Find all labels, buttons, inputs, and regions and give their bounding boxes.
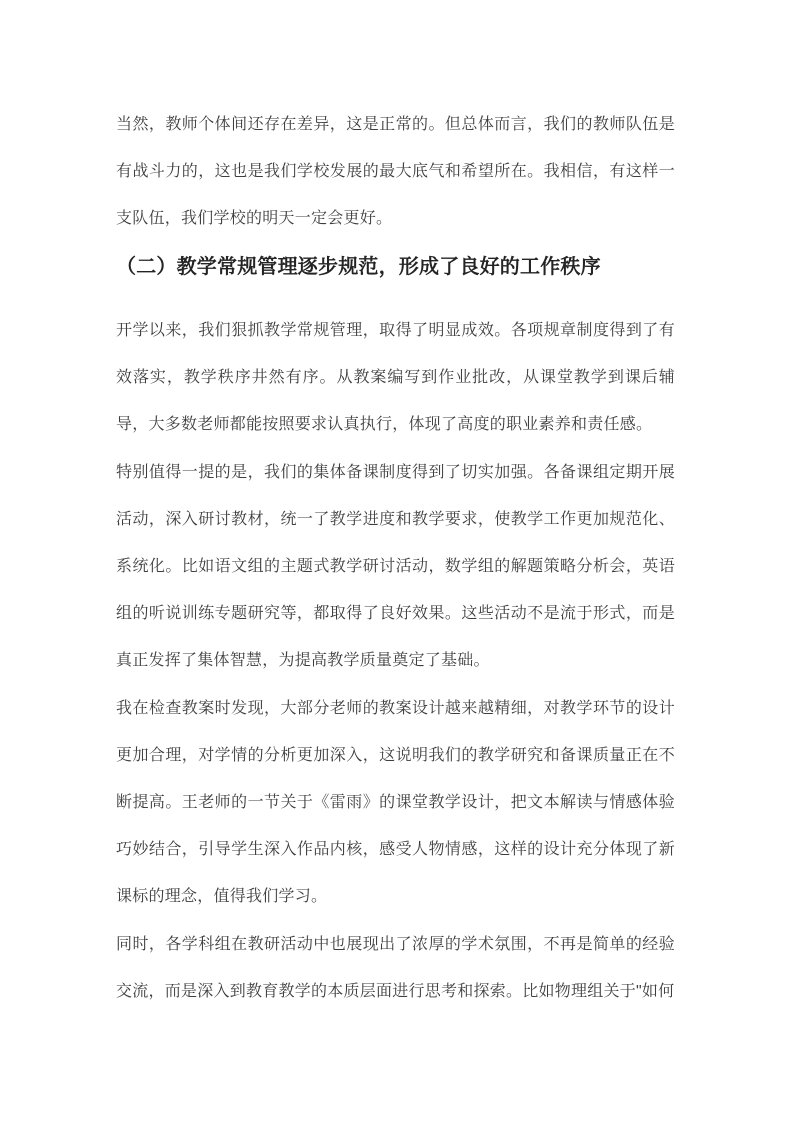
- paragraph-routine-management: 开学以来，我们狠抓教学常规管理，取得了明显成效。各项规章制度得到了有效落实，教学秩序井然有序。从教案编写到作业批改，从课堂教学到课后辅导，大多数老师都能按照要求认真执行，体现了高度的职业素养和责任感。: [116, 322, 675, 433]
- section-heading-teaching-routine: （二）教学常规管理逐步规范，形成了良好的工作秩序: [116, 256, 601, 278]
- paragraph-collective-lesson-prep: 特别值得一提的是，我们的集体备课制度得到了切实加强。各备课组定期开展活动，深入研讨教材，统一了教学进度和教学要求，使教学工作更加规范化、系统化。比如语文组的主题式教学研讨活动，数学组的解题策略分析会，英语组的听说训练专题研究等，都取得了良好效果。这些活动不是流于形式，而是真正发挥了集体智慧，为提高教学质量奠定了基础。: [116, 464, 675, 669]
- paragraph-academic-atmosphere-truncated: 同时，各学科组在教研活动中也展现出了浓厚的学术氛围，不再是简单的经验交流，而是深入到教育教学的本质层面进行思考和探索。比如物理组关于"如何: [116, 936, 675, 1000]
- paragraph-lesson-plan-inspection: 我在检查教案时发现，大部分老师的教案设计越来越精细，对教学环节的设计更加合理，对学情的分析更加深入，这说明我们的教学研究和备课质量正在不断提高。王老师的一节关于《雷雨》的课堂教学设计，把文本解读与情感体验巧妙结合，引导学生深入作品内核，感受人物情感，这样的设计充分体现了新课标的理念，值得我们学习。: [116, 700, 675, 905]
- paragraph-teacher-team-summary: 当然，教师个体间还存在差异，这是正常的。但总体而言，我们的教师队伍是有战斗力的，这也是我们学校发展的最大底气和希望所在。我相信，有这样一支队伍，我们学校的明天一定会更好。: [116, 116, 675, 227]
